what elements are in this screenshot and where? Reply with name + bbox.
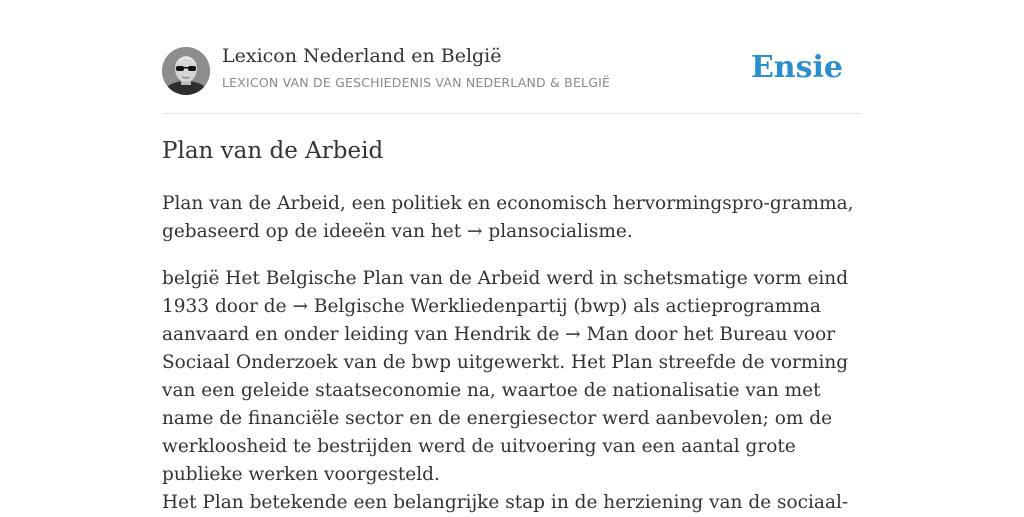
article-paragraph-intro: Plan van de Arbeid, een politiek en economisch hervormingspro-gramma, gebaseerd op de ideeën van het → plansocialisme. — [162, 193, 854, 242]
article-paragraph-belgium: belgië Het Belgische Plan van de Arbeid werd in schetsmatige vorm eind 1933 door de → Belgische Werkliedenpartij (bwp) als actieprogramma aanvaard en onder leiding van Hendrik de → Man door het Bureau voor Sociaal Onderzoek van de bwp uitgewerkt. Het Plan streefde de vorming van een geleide staatseconomie na, waartoe de nationalisatie van met name de financiële sector en de energiesector werd aanbevolen; om de werkloosheid te bestrijden werd de uitvoering van een aantal grote publieke werken voorgesteld. — [162, 268, 849, 485]
author-avatar[interactable] — [162, 47, 210, 95]
page — [162, 0, 862, 513]
source-title[interactable]: Lexicon Nederland en België — [222, 45, 502, 67]
ensie-logo[interactable]: Ensie — [750, 50, 843, 85]
source-subtitle: LEXICON VAN DE GESCHIEDENIS VAN NEDERLAND & BELGIË — [222, 75, 611, 90]
source-header — [162, 0, 862, 114]
article-title: Plan van de Arbeid — [162, 138, 384, 164]
avatar-portrait-icon — [162, 47, 210, 95]
article-paragraph-continued: Het Plan betekende een belangrijke stap in de herziening van de sociaal- — [162, 492, 849, 513]
